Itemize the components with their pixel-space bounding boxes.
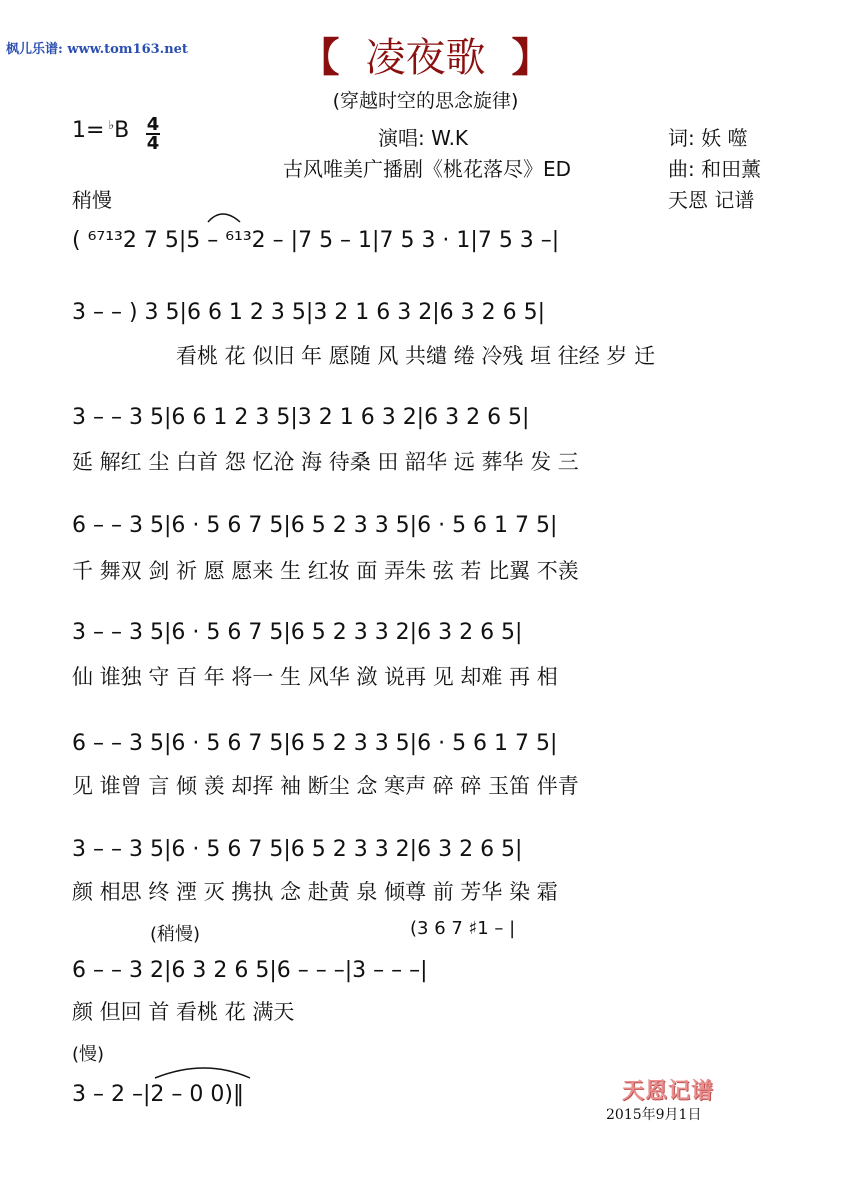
flat-symbol: ♭ xyxy=(108,118,115,132)
key-prefix: 1= xyxy=(72,118,105,143)
title-bracket-left: 【 xyxy=(299,34,340,81)
tempo-slightly-slow: (稍慢) xyxy=(150,924,201,945)
lyrics-row-5: 仙 谁独 守 百 年 将一 生 风华 潋 说再 见 却难 再 相 xyxy=(72,665,558,689)
slur-arc xyxy=(208,214,240,222)
singer-credit: 演唱: W.K xyxy=(378,126,469,150)
title-bracket-right: 】 xyxy=(511,34,552,81)
transcriber-credit: 天恩 记谱 xyxy=(668,188,755,212)
lyrics-row-4: 千 舞双 剑 祈 愿 愿来 生 红妆 面 弄朱 弦 若 比翼 不羡 xyxy=(72,559,579,583)
title-text: 凌夜歌 xyxy=(365,35,486,81)
notes-row-4: 6 – – 3 5|6 · 5 6 7 5|6 5 2 3 3 5|6 · 5 6 1 7 5| xyxy=(72,513,558,538)
lyrics-row-3: 延 解红 尘 白首 怨 忆沧 海 待桑 田 韶华 远 葬华 发 三 xyxy=(72,450,579,474)
notes-row-9: 3 – 2 –|2 – 0 0)‖ xyxy=(72,1082,244,1107)
time-signature-top: 4 xyxy=(146,114,160,135)
tempo-marking: 稍慢 xyxy=(72,188,112,212)
song-subtitle: (穿越时空的思念旋律) xyxy=(332,90,519,112)
notes-row-1: ( ⁶⁷¹³2 7 5|5 – ⁶¹³2 – |7 5 – 1|7 5 3 · 1|7 5 3 –| xyxy=(72,228,560,253)
composer-credit: 曲: 和田薰 xyxy=(668,157,762,181)
slur-arc xyxy=(155,1068,250,1078)
notes-row-2: 3 – – ) 3 5|6 6 1 2 3 5|3 2 1 6 3 2|6 3 2 6 5| xyxy=(72,300,546,325)
lyrics-row-7: 颜 相思 终 湮 灭 携执 念 赴黄 泉 倾尊 前 芳华 染 霜 xyxy=(72,880,558,904)
lyrics-row-8: 颜 但回 首 看桃 花 满天 xyxy=(72,1000,295,1024)
transcription-date: 2015年9月1日 xyxy=(606,1107,702,1123)
notes-row-7: 3 – – 3 5|6 · 5 6 7 5|6 5 2 3 3 2|6 3 2 6 5| xyxy=(72,837,523,862)
drama-credit: 古风唯美广播剧《桃花落尽》ED xyxy=(283,157,572,181)
notes-row-3: 3 – – 3 5|6 6 1 2 3 5|3 2 1 6 3 2|6 3 2 6 5| xyxy=(72,405,530,430)
notes-row-5: 3 – – 3 5|6 · 5 6 7 5|6 5 2 3 3 2|6 3 2 6 5| xyxy=(72,620,523,645)
lyricist-credit: 词: 妖 噬 xyxy=(668,126,748,150)
tempo-slow: (慢) xyxy=(72,1044,105,1065)
notes-row-6: 6 – – 3 5|6 · 5 6 7 5|6 5 2 3 3 5|6 · 5 6 1 7 5| xyxy=(72,731,558,756)
site-watermark: 枫儿乐谱: www.tom163.net xyxy=(6,42,188,57)
key-note: B xyxy=(114,118,130,143)
time-signature-bottom: 4 xyxy=(146,133,160,154)
instrumental-passage: (3 6 7 ♯1 – | xyxy=(410,918,516,939)
lyrics-row-2: 看桃 花 似旧 年 愿随 风 共缱 绻 冷残 垣 往经 岁 迁 xyxy=(176,344,656,368)
lyrics-row-6: 见 谁曾 言 倾 羡 却挥 袖 断尘 念 寒声 碎 碎 玉笛 伴青 xyxy=(72,774,579,798)
notes-row-8: 6 – – 3 2|6 3 2 6 5|6 – – –|3 – – –| xyxy=(72,958,428,983)
transcriber-seal: 天恩记谱 xyxy=(622,1078,715,1104)
